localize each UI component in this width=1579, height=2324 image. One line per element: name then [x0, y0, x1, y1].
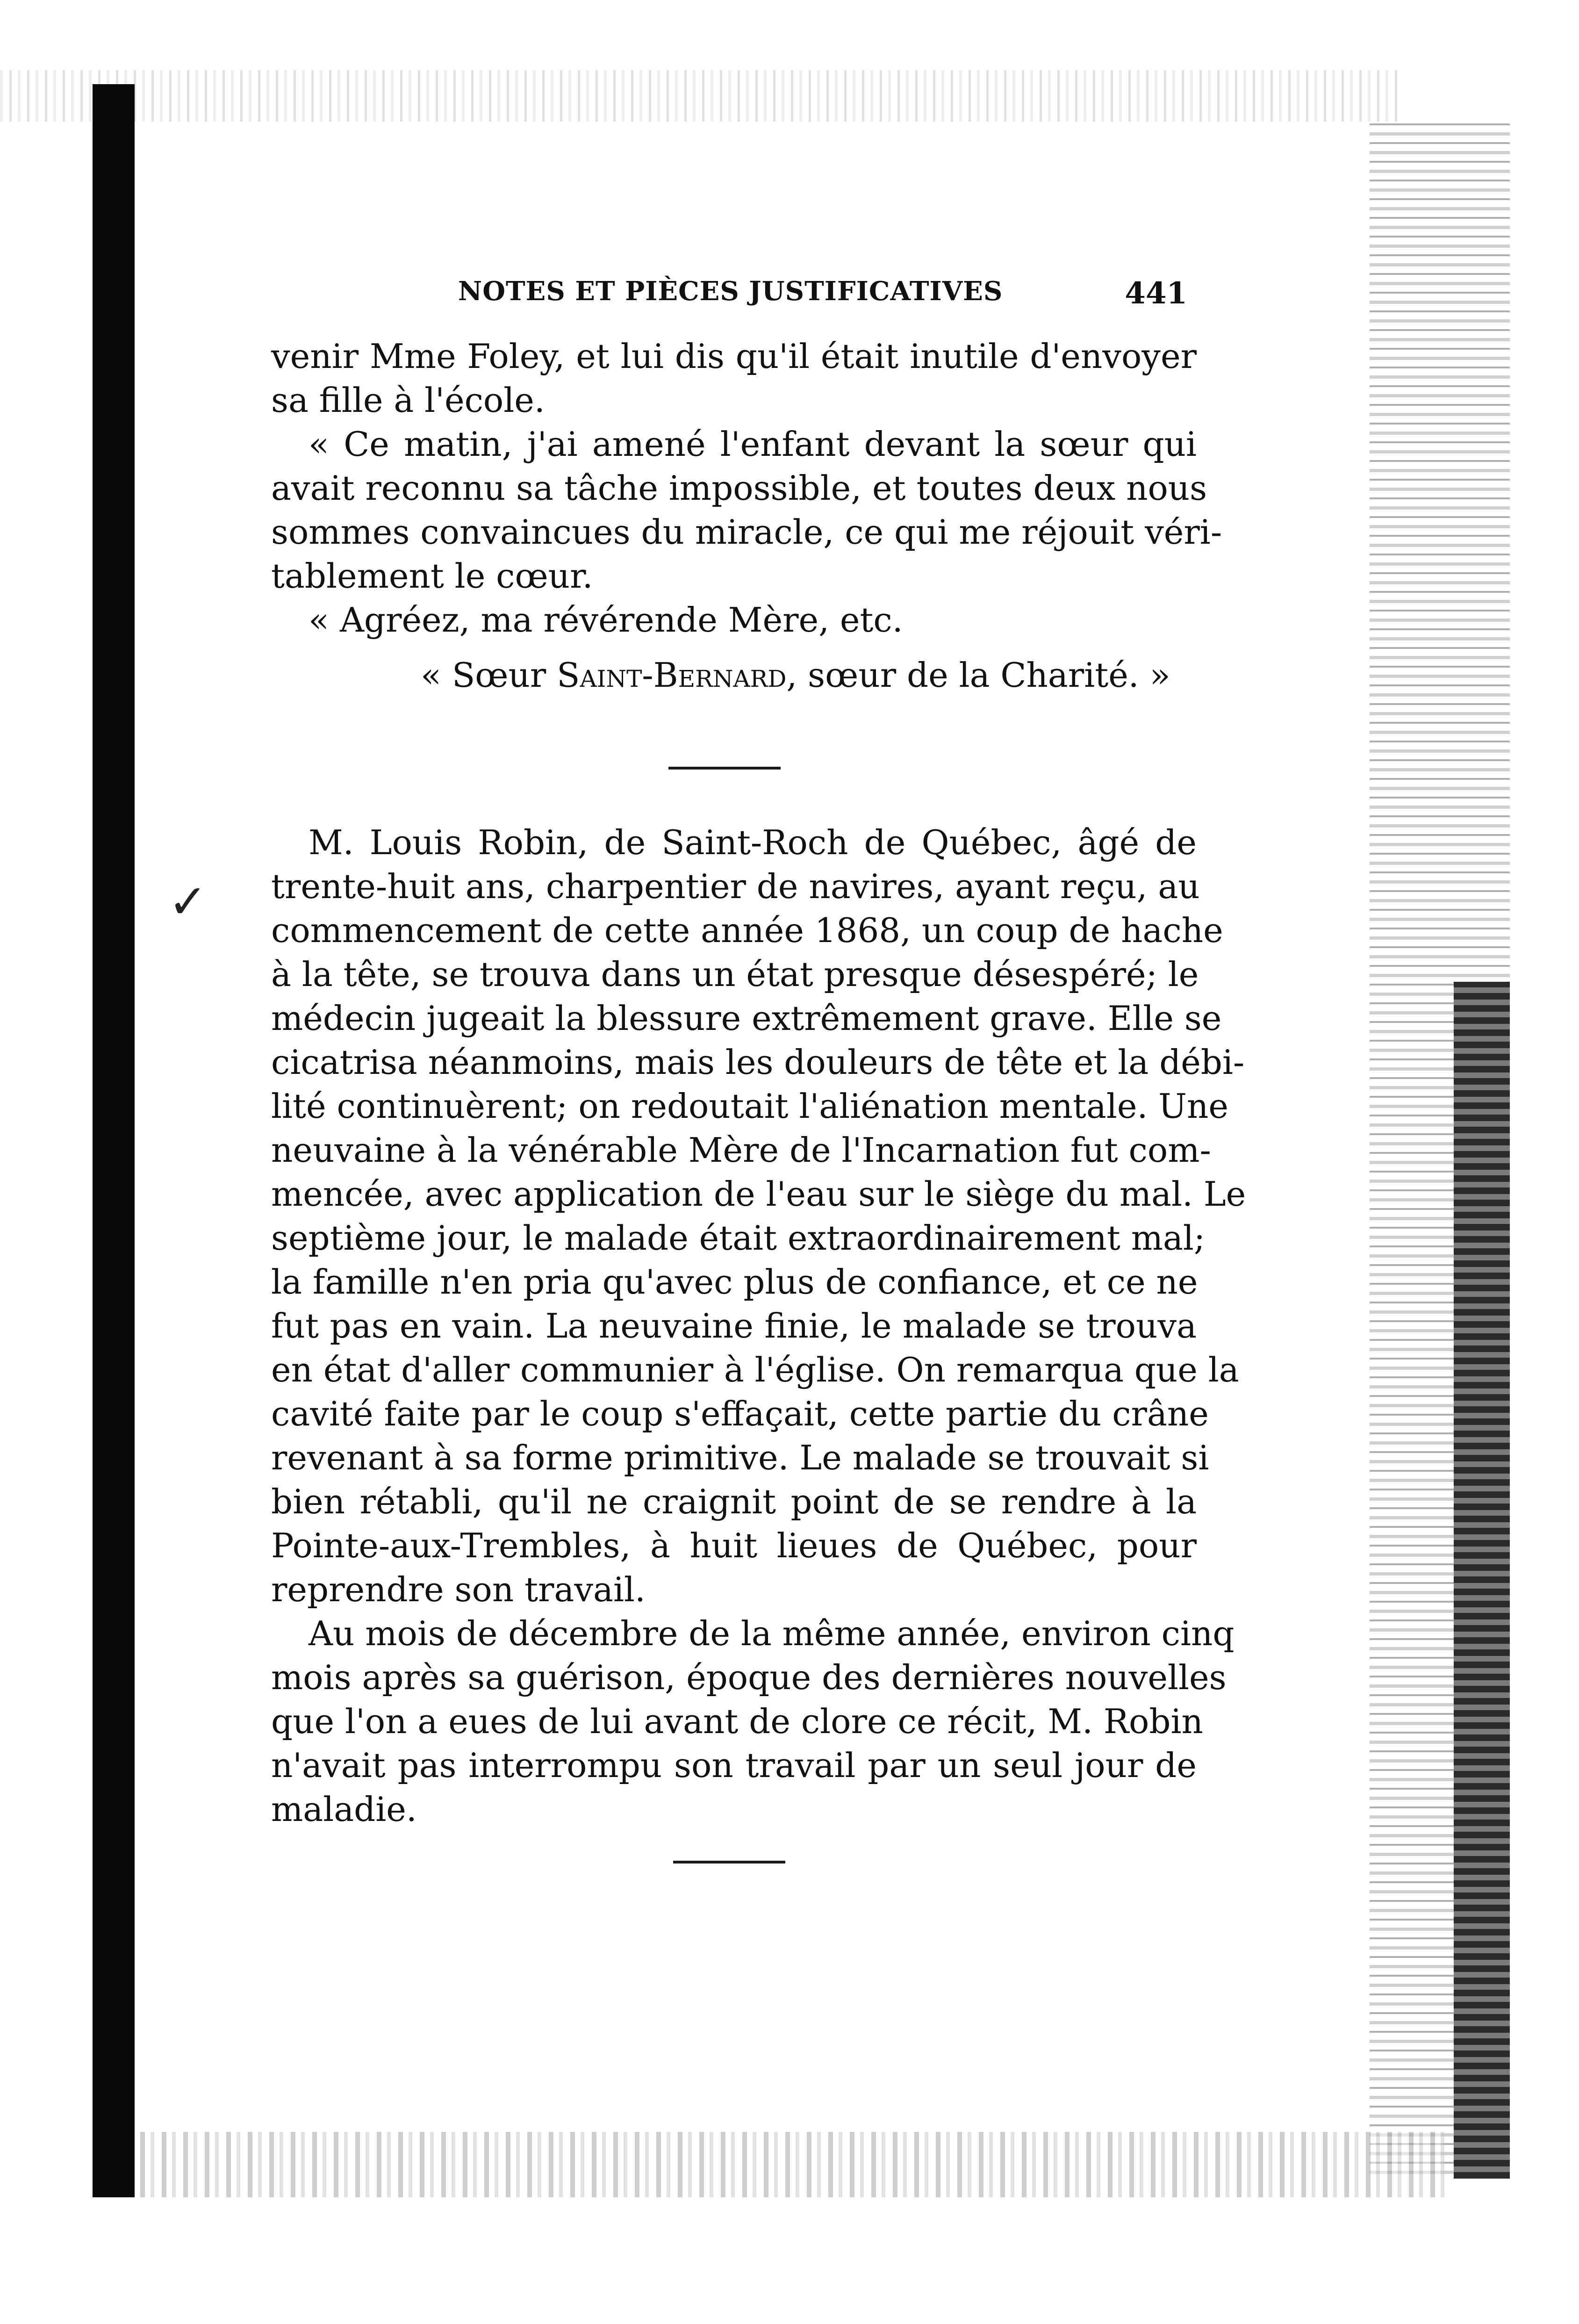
scan-top-edge	[0, 70, 1402, 122]
text-line: à la tête, se trouva dans un état presque désespéré; le	[271, 955, 1199, 994]
scan-right-edge-dark	[1454, 982, 1510, 2179]
text-line: Au mois de décembre de la même année, environ cinq	[309, 1614, 1234, 1653]
signature-open: « Sœur	[421, 655, 557, 695]
page-number: 441	[1125, 276, 1187, 311]
text-line: sommes convaincues du miracle, ce qui me réjouit véri-	[271, 512, 1222, 552]
text-line: la famille n'en pria qu'avec plus de confiance, et ce ne	[271, 1262, 1198, 1302]
text-line: maladie.	[271, 1790, 417, 1829]
text-line: n'avait pas interrompu son travail par un seul jour de	[271, 1746, 1197, 1785]
text-line: revenant à sa forme primitive. Le malade se trouvait si	[271, 1438, 1209, 1477]
text-line: bien rétabli, qu'il ne craignit point de se rendre à la	[271, 1482, 1197, 1521]
text-line: médecin jugeait la blessure extrêmement grave. Elle se	[271, 999, 1222, 1038]
text-line: Pointe-aux-Trembles, à huit lieues de Québec, pour	[271, 1526, 1197, 1565]
signature-close: , sœur de la Charité. »	[786, 655, 1170, 695]
text-line: que l'on a eues de lui avant de clore ce récit, M. Robin	[271, 1702, 1203, 1741]
section-divider	[668, 767, 781, 770]
text-line: septième jour, le malade était extraordinairement mal;	[271, 1218, 1206, 1258]
scan-bottom-edge	[140, 2132, 1444, 2197]
text-line: M. Louis Robin, de Saint-Roch de Québec, âgé de	[309, 823, 1197, 862]
text-line: « Agréez, ma révérende Mère, etc.	[309, 600, 903, 640]
letter-excerpt	[271, 334, 1222, 697]
text-line: trente-huit ans, charpentier de navires, ayant reçu, au	[271, 867, 1200, 906]
text-line: avait reconnu sa tâche impossible, et toutes deux nous	[271, 468, 1207, 508]
text-line: commencement de cette année 1868, un coup de hache	[271, 911, 1223, 950]
binding-shadow	[93, 84, 135, 2197]
text-line: mois après sa guérison, époque des dernières nouvelles	[271, 1658, 1227, 1697]
text-line: « Ce matin, j'ai amené l'enfant devant la sœur qui	[309, 425, 1197, 464]
end-divider	[673, 1861, 785, 1864]
page-header	[458, 276, 1187, 309]
margin-tick-mark: ✓	[168, 874, 208, 929]
text-line: cicatrisa néanmoins, mais les douleurs de tête et la débi-	[271, 1043, 1245, 1082]
text-line: reprendre son travail.	[271, 1570, 646, 1609]
text-line: venir Mme Foley, et lui dis qu'il était inutile d'envoyer	[271, 337, 1197, 376]
signature-name: Saint-Bernard	[557, 655, 787, 695]
text-line: cavité faite par le coup s'effaçait, cette partie du crâne	[271, 1394, 1209, 1433]
text-line: sa fille à l'école.	[271, 381, 545, 420]
robin-account	[271, 820, 1246, 1831]
text-line: tablement le cœur.	[271, 556, 593, 596]
running-head: NOTES ET PIÈCES JUSTIFICATIVES	[458, 276, 1003, 307]
text-line: lité continuèrent; on redoutait l'aliénation mentale. Une	[271, 1086, 1228, 1126]
signature-line	[271, 653, 1197, 697]
text-line: mencée, avec application de l'eau sur le siège du mal. Le	[271, 1174, 1246, 1214]
text-line: en état d'aller communier à l'église. On remarqua que la	[271, 1350, 1239, 1389]
text-line: neuvaine à la vénérable Mère de l'Incarnation fut com-	[271, 1130, 1211, 1170]
text-line: fut pas en vain. La neuvaine finie, le malade se trouva	[271, 1306, 1197, 1345]
